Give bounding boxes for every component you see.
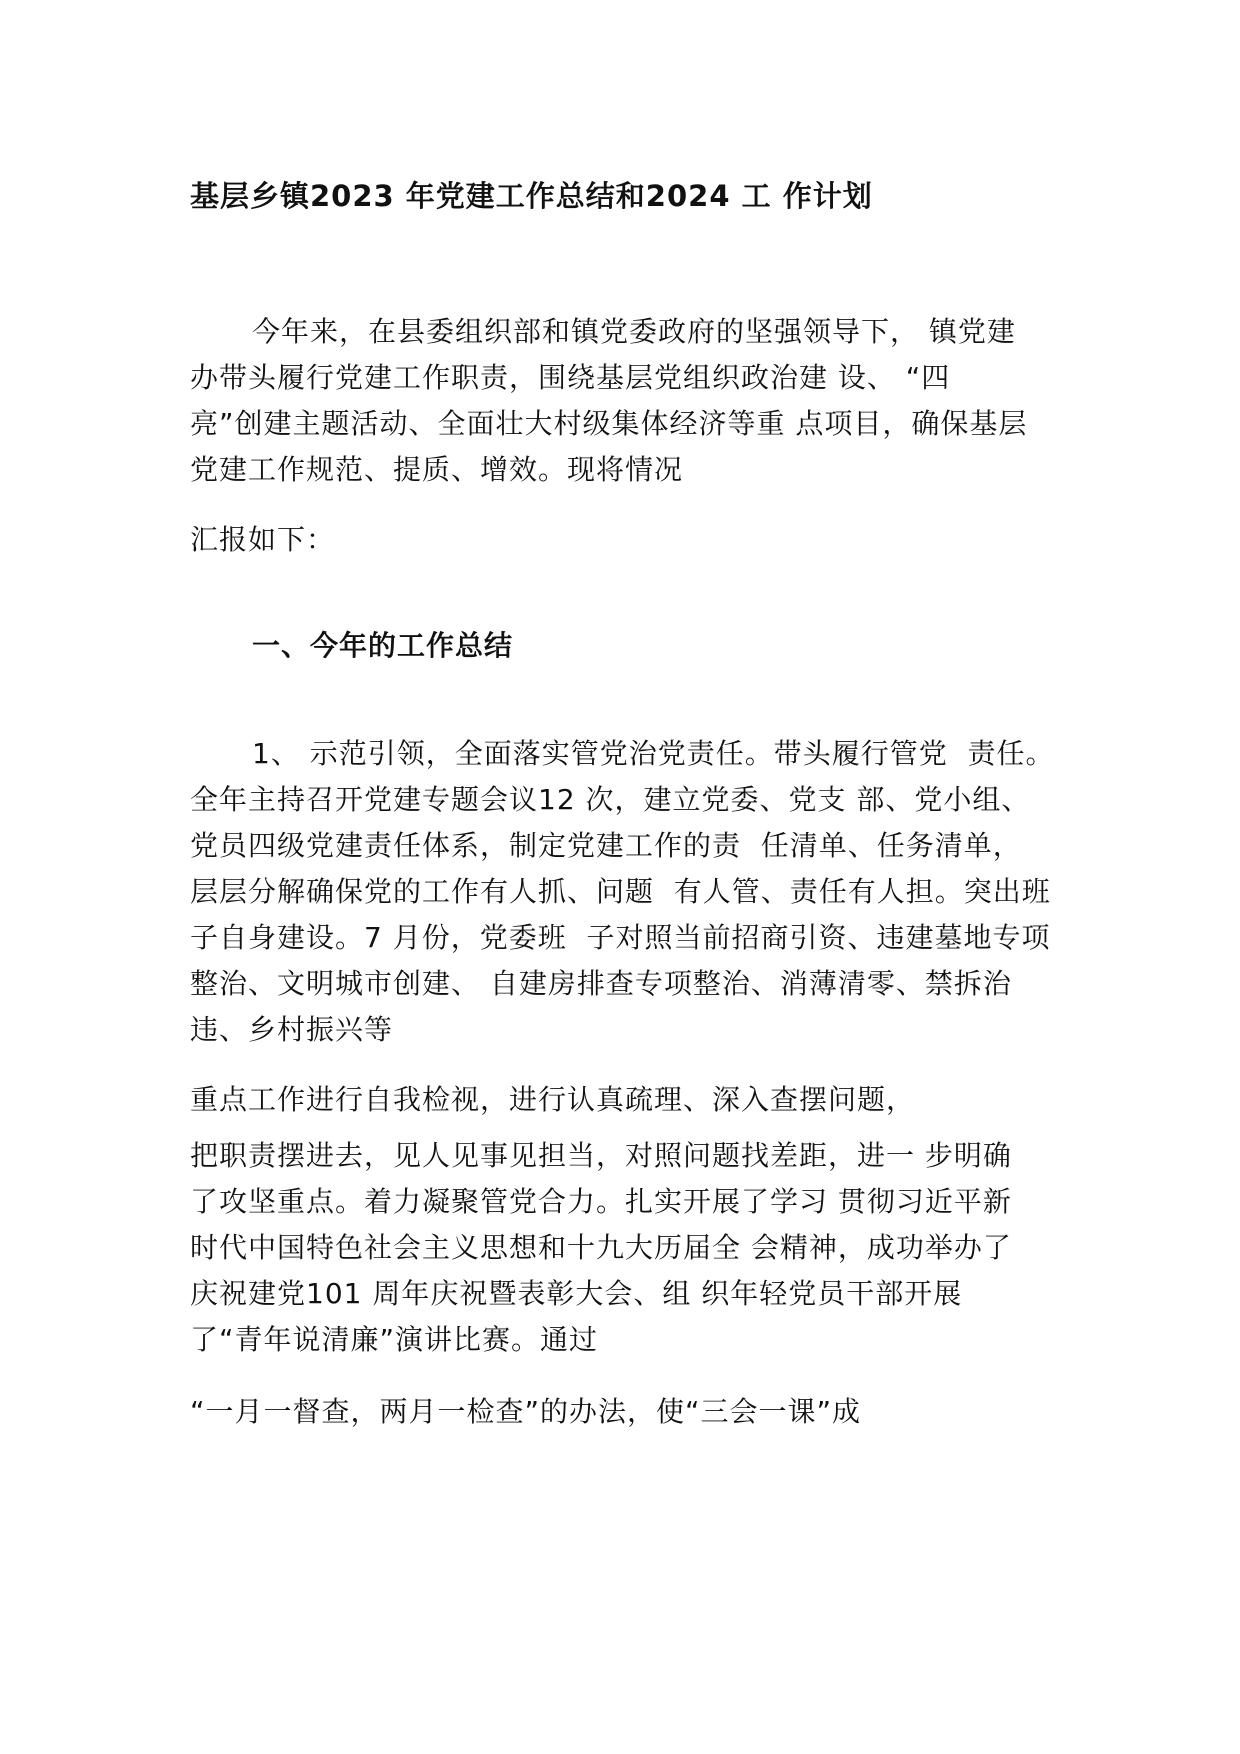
- paragraph-line: “一月一督查，两月一检查”的办法，使“三会一课”成: [190, 1395, 862, 1428]
- paragraph-line: 违、乡村振兴等: [190, 1013, 394, 1046]
- intro-line: 亮”创建主题活动、全面壮大村级集体经济等重 点项目，确保基层: [190, 407, 1028, 440]
- paragraph-line: 重点工作进行自我检视，进行认真疏理、深入查摆问题，: [190, 1083, 916, 1116]
- paragraph-line: 了“青年说清廉”演讲比赛。通过: [190, 1323, 599, 1356]
- paragraph-line: 子自身建设。7 月份，党委班 子对照当前招商引资、违建墓地专项: [190, 921, 1051, 954]
- intro-line: 办带头履行党建工作职责，围绕基层党组织政治建 设、 “四: [190, 361, 951, 394]
- section-heading: 一、今年的工作总结: [252, 629, 514, 662]
- paragraph-line: 党员四级党建责任体系，制定党建工作的责 任清单、任务清单，: [190, 829, 1022, 862]
- paragraph-line: 时代中国特色社会主义思想和十九大历届全 会精神，成功举办了: [190, 1231, 1012, 1264]
- document-title: 基层乡镇2023 年党建工作总结和2024 工 作计划: [190, 179, 873, 213]
- paragraph-line: 1、 示范引领，全面落实管党治党责任。带头履行管党 责任。: [252, 737, 1055, 770]
- paragraph-line: 了攻坚重点。着力凝聚管党合力。扎实开展了学习 贯彻习近平新: [190, 1185, 1012, 1218]
- paragraph-line: 把职责摆进去，见人见事见担当，对照问题找差距，进一 步明确: [190, 1139, 1012, 1172]
- paragraph-line: 整治、文明城市创建、 自建房排查专项整治、消薄清零、禁拆治: [190, 967, 1012, 1000]
- intro-line: 党建工作规范、提质、增效。现将情况: [190, 453, 684, 486]
- paragraph-line: 庆祝建党101 周年庆祝暨表彰大会、组 织年轻党员干部开展: [190, 1277, 963, 1310]
- report-line: 汇报如下：: [190, 523, 336, 556]
- intro-line: 今年来，在县委组织部和镇党委政府的坚强领导下， 镇党建: [252, 315, 1016, 348]
- paragraph-line: 层层分解确保党的工作有人抓、问题 有人管、责任有人担。突出班: [190, 875, 1051, 908]
- paragraph-line: 全年主持召开党建专题会议12 次，建立党委、党支 部、党小组、: [190, 783, 1031, 816]
